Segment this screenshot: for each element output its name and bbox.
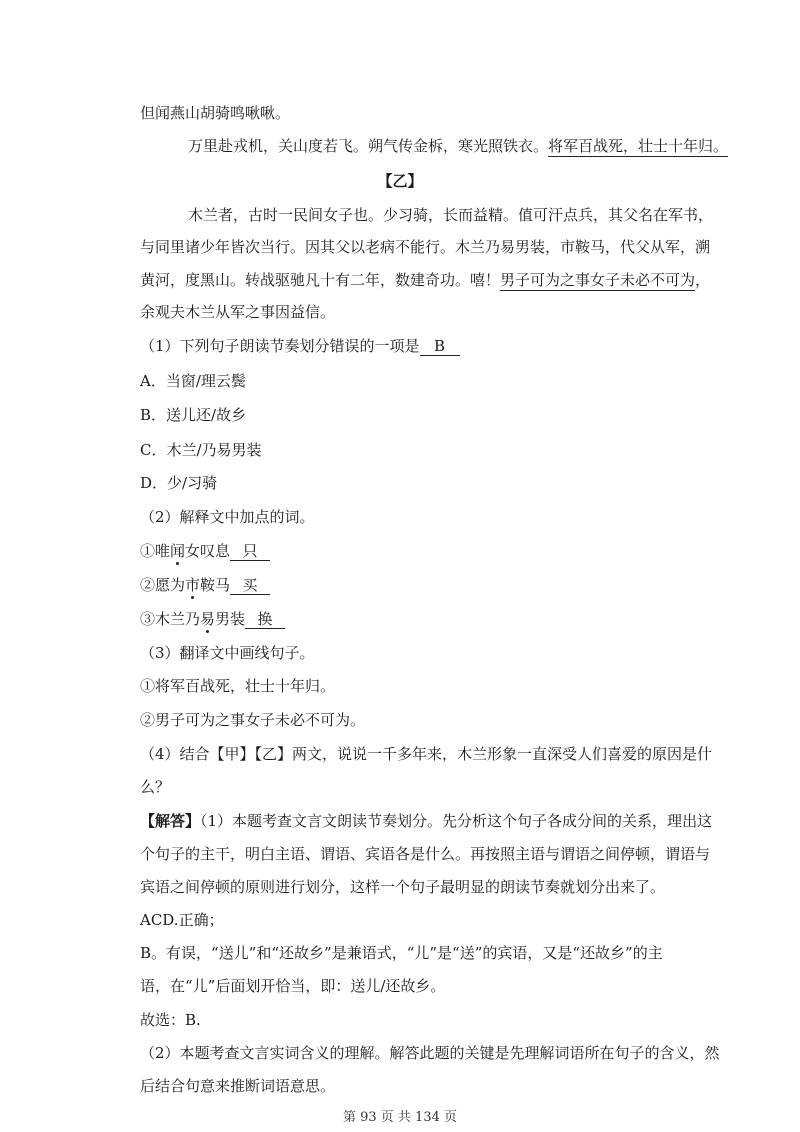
item-text: 男装 — [215, 610, 246, 628]
q3-item: ②男子可为之事女子未必不可为。 — [140, 711, 366, 729]
poem-text: 万里赴戎机，关山度若飞。朔气传金柝，寒光照铁衣。 — [188, 137, 549, 155]
answer-label: 【解答】 — [140, 812, 201, 830]
answer-text: （1）本题考查文言文朗读节奏划分。先分析这个句子各成分间的关系，理出这 — [200, 812, 713, 830]
q2-item — [140, 609, 285, 629]
item-text: 鞍马 — [200, 576, 231, 594]
underlined-sentence: 男子可为之事女子未必不可为 — [500, 271, 696, 289]
answer-blank: 只 — [230, 542, 270, 561]
option: B．送儿还/故乡 — [140, 406, 247, 424]
page-number: 第 93 页 共 134 页 — [342, 1110, 458, 1125]
passage-line: 木兰者，古时一民间女子也。少习骑，长而益精。值可汗点兵，其父名在军书， — [188, 206, 714, 224]
answer-line: 宾语之间停顿的原则进行划分，这样一个句子最明显的朗读节奏就划分出来了。 — [140, 878, 666, 896]
poem-line — [188, 136, 728, 156]
question-stem: 么？ — [140, 778, 171, 796]
answer-line: 故选：B. — [140, 1011, 201, 1029]
item-text: 唯 — [155, 542, 171, 560]
answer-line: 后结合句意来推断词语意思。 — [140, 1077, 336, 1095]
question-stem: （3）翻译文中画线句子。 — [140, 644, 315, 662]
passage-text: 黄河，度黑山。转战驱驰凡十有二年，数建奇功。嘻！ — [140, 271, 501, 289]
item-text: 木兰乃 — [155, 610, 201, 628]
q2-item — [140, 541, 270, 561]
answer-line: （2）本题考查文言实词含义的理解。解答此题的关键是先理解词语所在句子的含义，然 — [140, 1044, 720, 1062]
poem-line: 但闻燕山胡骑鸣啾啾。 — [140, 104, 291, 122]
answer-line: 个句子的主干，明白主语、谓语、宾语各是什么。再按照主语与谓语之间停顿，谓语与 — [140, 845, 711, 863]
dotted-word: 市 — [185, 576, 201, 594]
question-stem — [140, 336, 460, 356]
passage-line: 余观夫木兰从军之事因益信。 — [140, 303, 336, 321]
answer-line: ACD.正确； — [140, 911, 224, 929]
answer-line: B。有误，“送儿”和“还故乡”是兼语式，“儿”是“送”的宾语，又是“还故乡”的主 — [140, 944, 663, 962]
section-heading: 【乙】 — [377, 172, 423, 190]
item-number: ③ — [140, 610, 156, 628]
answer-line — [140, 811, 712, 831]
passage-line: 与同里诸少年皆次当行。因其父以老病不能行。木兰乃易男装，市鞍马，代父从军，溯 — [140, 238, 711, 256]
answer-blank: B — [420, 337, 460, 356]
q2-item — [140, 575, 270, 595]
underlined-sentence: 将军百战死，壮士十年归。 — [548, 137, 729, 155]
item-number: ② — [140, 576, 156, 594]
item-text: 女叹息 — [185, 542, 231, 560]
question-stem: （2）解释文中加点的词。 — [140, 508, 315, 526]
question-text: （1）下列句子朗读节奏划分错误的一项是 — [140, 337, 420, 355]
option: D．少/习骑 — [140, 474, 218, 492]
passage-text: ， — [695, 271, 711, 289]
answer-blank: 换 — [245, 610, 285, 629]
q3-item: ①将军百战死，壮士十年归。 — [140, 677, 336, 695]
answer-blank: 买 — [230, 576, 270, 595]
question-stem: （4）结合【甲】【乙】两文，说说一千多年来，木兰形象一直深受人们喜爱的原因是什 — [140, 745, 713, 763]
dotted-word: 易 — [200, 610, 216, 628]
dotted-word: 闻 — [170, 542, 186, 560]
option: A．当窗/理云鬓 — [140, 372, 246, 390]
item-number: ① — [140, 542, 156, 560]
option: C．木兰/乃易男装 — [140, 441, 262, 459]
item-text: 愿为 — [155, 576, 186, 594]
answer-line: 语，在“儿”后面划开恰当，即：送儿/还故乡。 — [140, 977, 446, 995]
passage-line — [140, 270, 710, 290]
